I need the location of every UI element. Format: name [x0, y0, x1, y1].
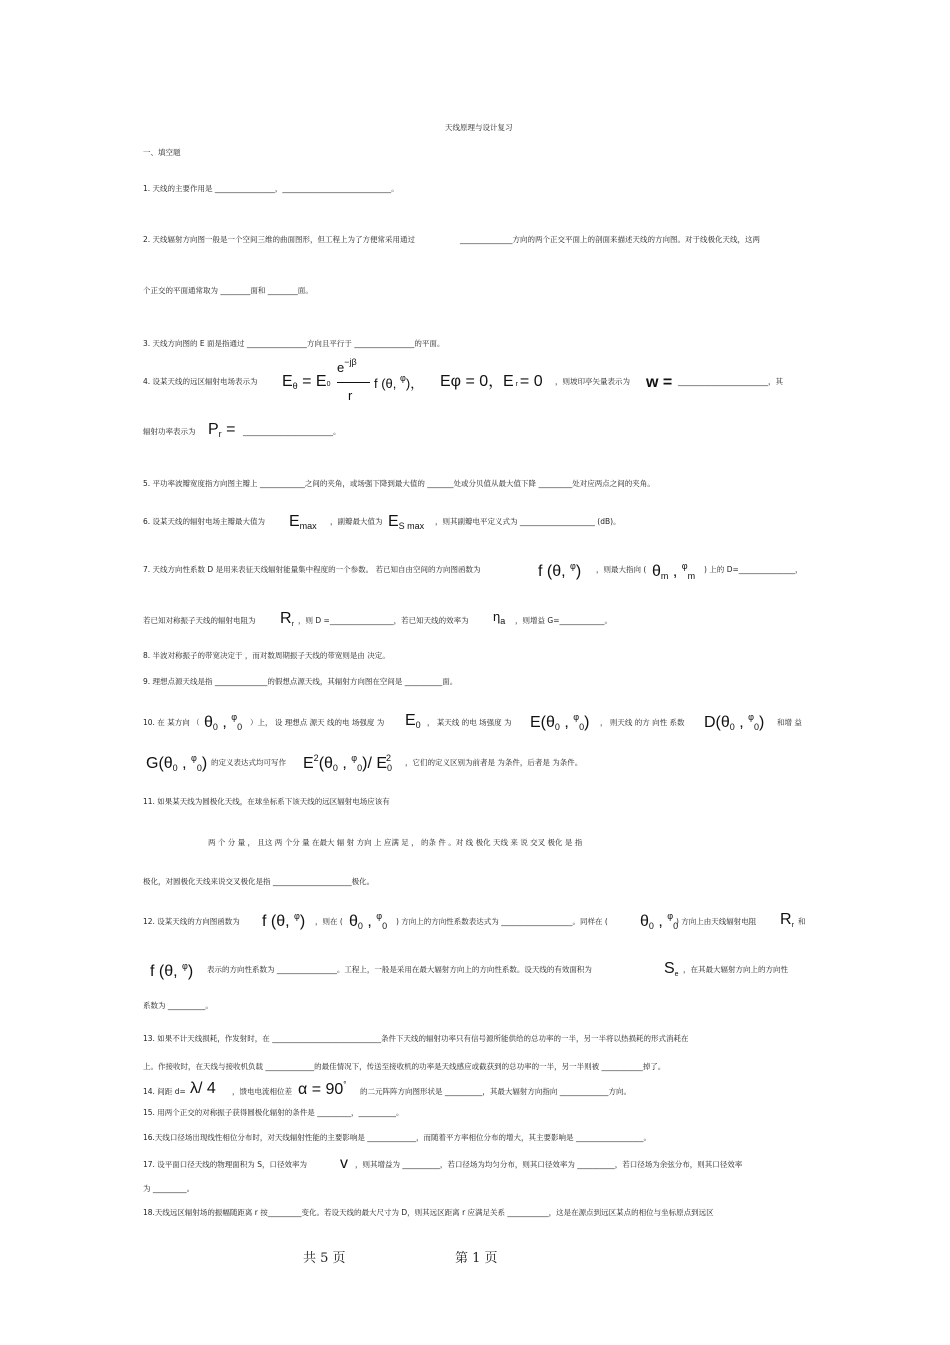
question-10-intro: 10. 在 某方向 （	[143, 718, 200, 727]
formula-pr: $P_r$ =	[208, 421, 236, 439]
question-12-intro: 12. 设某天线的方向图函数为	[143, 917, 240, 926]
question-7-d-blank: ) 上的 D=_______________，	[704, 565, 803, 574]
question-2-line-2: 个正交的平面通常取为 ________面和 ________面。	[143, 286, 313, 295]
question-10-directivity: ， 则天线 的方 向性 系数	[600, 718, 685, 727]
formula-d-theta0-phi0: $D(\theta_0$ , $^\varphi_0$)	[704, 712, 765, 732]
formula-e2-ratio: $E^2(\theta_0$ , $^\varphi_0$)/ $E_0^2$	[303, 753, 393, 773]
formula-e0: $E_0$	[405, 712, 421, 730]
question-4-intro: 4. 设某天线的远区辐射电场表示为	[143, 377, 258, 386]
formula-e-r: E r = 0	[503, 373, 543, 390]
formula-e-theta: $E_\theta = E0$	[282, 373, 331, 391]
question-4-poynting: ，则坡印亭矢量表示为	[555, 377, 630, 386]
formula-f-theta-phi-12: f (θ, $^\varphi$)	[262, 911, 306, 930]
formula-rr: $R_r$	[280, 610, 294, 628]
formula-r-denominator: r	[348, 388, 353, 403]
question-12-aperture: 表示的方向性系数为 ________________。工程上，一般是采用在最大辐射方向上的方向性系数。设天线的有效面积为	[207, 965, 592, 974]
question-12-expr: ) 方向上的方向性系数表达式为 ___________________。同样在 (	[396, 917, 608, 926]
question-7-max: ，则最大指向 (	[596, 565, 647, 574]
question-11-line-2: 两 个 分 量 ， 且这 两 个分 量 在最大 辐 射 方向 上 应满 足 ， 的条 件 。对 线 极化 天线 来 说 交叉 极化 是 指	[208, 838, 583, 847]
section-heading: 一、填空题	[143, 148, 181, 157]
footer-page-number: 第 1 页	[455, 1251, 498, 1266]
question-11-line-1: 11. 如果某天线为圆极化天线，在球坐标系下该天线的远区辐射电场应该有	[143, 797, 390, 806]
formula-v: v	[340, 1155, 348, 1172]
question-3: 3. 天线方向图的 E 面是指通过 ________________方向且平行于 ________________的平面。	[143, 339, 445, 348]
formula-e-phi: Eφ = 0，	[440, 373, 505, 390]
question-10-diff: ，它们的定义区别为前者是 为条件，后者是 为条件。	[405, 758, 583, 767]
question-17-last: 为 _________。	[143, 1184, 195, 1193]
question-17-intro: 17. 设平面口径天线的物理面积为 S，口径效率为	[143, 1160, 307, 1169]
question-2-line-1: 2. 天线辐射方向图一般是一个空间三维的曲面图形，但工程上为了方便常采用通过	[143, 235, 416, 244]
question-13-line-1: 13. 如果不计天线损耗，作发射时，在 _____________________________条件下天线的辐射功率只有信号源所能供给的总功率的一半，另一半将以热损耗的形式消耗在	[143, 1034, 689, 1043]
formula-emax: $E_{max}$	[289, 513, 317, 531]
question-1: 1. 天线的主要作用是 ________________，_____________________________。	[143, 184, 399, 193]
question-4-power: 辐射功率表示为	[143, 427, 196, 436]
question-10-ideal: ）上， 设 理想点 源天 线的电 场强度 为	[250, 718, 385, 727]
formula-se: $S_e$	[664, 960, 679, 978]
question-17-gain: ，则其增益为 __________，若口径场为均匀分布，则其口径效率为 __________，若口径场为余弦分布，则其口径效率	[355, 1160, 743, 1169]
formula-theta0-phi0-12a: $\theta_0$ , $^\varphi_0$	[349, 911, 388, 931]
question-4-blank-w: ________________________，其	[678, 377, 783, 386]
question-10-antenna: ， 某天线 的电 场强度 为	[427, 718, 512, 727]
question-12-maxdir: ，在其最大辐射方向上的方向性	[683, 965, 788, 974]
question-7-eff: ，则 D =_________________，若已知天线的效率为	[298, 616, 469, 625]
formula-theta0-phi0-12b: $\theta_0$ , $^\varphi_0$	[640, 911, 679, 931]
formula-g-theta0-phi0: $G(\theta_0$ , $^\varphi_0$)	[146, 753, 208, 773]
question-7-gain: ，则增益 G=____________。	[515, 616, 612, 625]
question-13-line-2: 上。作接收时，在天线与接收机负载 _____________的最佳情况下，传送至接收机的功率是天线感应或截获到的总功率的一半，另一半则被 ___________掉了。	[143, 1062, 666, 1071]
formula-exp-numerator: $e^{-j\beta}$	[337, 357, 357, 375]
question-12-rad: ) 方向上由天线辐射电阻	[676, 917, 757, 926]
question-9: 9. 理想点源天线是指 ______________的假想点源天线，其辐射方向图在空间是 __________面。	[143, 677, 458, 686]
formula-lambda-4: λ/ 4	[190, 1080, 216, 1097]
formula-f-theta-phi-7: f (θ, $^\varphi$)	[538, 561, 582, 580]
question-7-intro: 7. 天线方向性系数 D 是用来表征天线辐射能量集中程度的一个参数。 若已知自由空间的方向图函数为	[143, 565, 481, 574]
formula-theta-m-phi-m: $\theta_m$ , $^\varphi_m$	[652, 561, 696, 581]
question-11-line-3: 极化，对圆极化天线来说交叉极化是指 _____________________极化。	[143, 877, 375, 886]
question-2-line-1b: ______________方向的两个正交平面上的剖面来描述天线的方向图。对于线极化天线，这两	[460, 235, 760, 244]
fraction-bar	[337, 382, 370, 383]
formula-theta0-phi0: $\theta_0$ , $^\varphi_0$	[204, 712, 243, 732]
formula-rr-12: $R_r$	[780, 911, 794, 929]
formula-f-theta-phi: f (θ, $^\varphi$)，	[374, 373, 424, 391]
question-12-and: 和	[798, 917, 806, 926]
question-15: 15. 用两个正交的对称振子获得圆极化辐射的条件是 _________，__________。	[143, 1108, 404, 1117]
question-10-def: 的定义表达式均可写作	[211, 758, 286, 767]
question-6-level: ，则其副瓣电平定义式为 ____________________ (dB)。	[435, 517, 621, 526]
formula-alpha-90: α = 90°	[298, 1080, 347, 1098]
question-8: 8. 半波对称振子的带宽决定于 ，而对数周期振子天线的带宽则是由 决定。	[143, 651, 390, 660]
question-14-phase: ，馈电电流相位差	[232, 1087, 292, 1096]
formula-eta-a: $\eta_a$	[493, 609, 506, 626]
footer-total-pages: 共 5 页	[303, 1251, 346, 1266]
question-6-sidelobe: ，副瓣最大值为	[330, 517, 383, 526]
question-16: 16.天线口径场出现线性相位分布时，对天线辐射性能的主要影响是 _____________，而随着平方率相位分布的增大，其主要影响是 __________________。	[143, 1133, 651, 1142]
question-5: 5. 平功率波瓣宽度指方向图主瓣上 ____________之间的夹角，或场强下降到最大值的 _______处或分贝值从最大值下降 _________处对应两点之间的夹角。	[143, 479, 655, 488]
question-4-blank-pr: ________________________。	[243, 427, 341, 436]
question-12-at: ，则在 (	[315, 917, 343, 926]
formula-f-theta-phi-12c: f (θ, $^\varphi$)	[150, 961, 194, 980]
formula-e-theta0-phi0: $E(\theta_0$ , $^\varphi_0$)	[530, 712, 590, 732]
question-18: 18.天线远区辐射场的振幅随距离 r 按_________变化。若设天线的最大尺寸为 D，则其远区距离 r 应满足关系 ___________，这是在源点到远区某点的相位与坐标原点到远区	[143, 1208, 714, 1217]
question-7-resist: 若已知对称振子天线的辐射电阻为	[143, 616, 256, 625]
formula-w: w =	[646, 374, 673, 391]
question-14-intro: 14. 间距 d=	[143, 1087, 186, 1096]
question-12-coef: 系数为 __________。	[143, 1001, 213, 1010]
formula-esmax: $E_{S max}$	[388, 513, 425, 531]
question-14-pattern: 的二元阵阵方向图形状是 __________，其最大辐射方向指向 _____________方向。	[360, 1087, 632, 1096]
question-10-gain: 和增 益	[777, 718, 802, 727]
question-6-intro: 6. 设某天线的辐射电场主瓣最大值为	[143, 517, 266, 526]
page-title: 天线原理与设计复习	[445, 123, 513, 132]
